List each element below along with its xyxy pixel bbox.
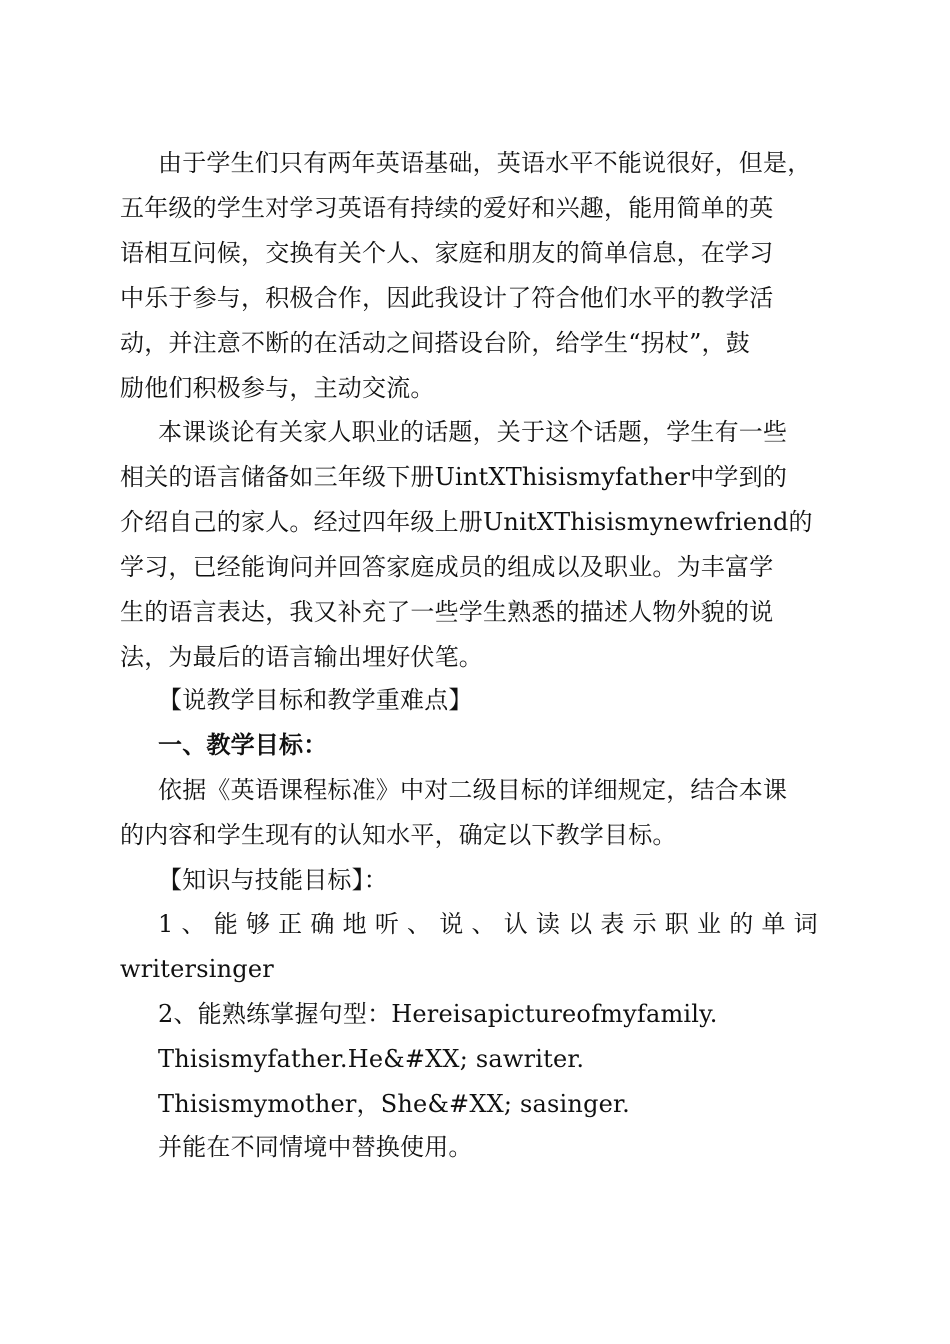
goal-item-1-continuation: writersinger bbox=[120, 955, 274, 983]
paragraph-3-line-1: 依据《英语课程标准》中对二级目标的详细规定，结合本课 bbox=[158, 776, 788, 804]
goal-item-1-char: 单 bbox=[761, 910, 786, 938]
paragraph-2-line-6: 法，为最后的语言输出埋好伏笔。 bbox=[120, 643, 483, 671]
goal-item-1-char: 地 bbox=[342, 910, 367, 938]
section-heading: 【说教学目标和教学重难点】 bbox=[158, 686, 473, 714]
paragraph-1-line-5: 动，并注意不断的在活动之间搭设台阶，给学生“拐杖”，鼓 bbox=[120, 329, 750, 357]
goal-item-1-char: 听 bbox=[374, 910, 400, 938]
paragraph-1-line-3: 语相互问候，交换有关个人、家庭和朋友的简单信息，在学习 bbox=[120, 239, 774, 267]
goal-item-1-char: 正 bbox=[278, 910, 303, 938]
goal-item-1-char: 业 bbox=[697, 910, 722, 938]
paragraph-2-line-1: 本课谈论有关家人职业的话题，关于这个话题，学生有一些 bbox=[158, 418, 788, 446]
paragraph-2-line-4: 学习，已经能询问并回答家庭成员的组成以及职业。为丰富学 bbox=[120, 553, 774, 581]
goal-item-1-char: 够 bbox=[245, 910, 271, 938]
paragraph-1-line-2: 五年级的学生对学习英语有持续的爱好和兴趣，能用简单的英 bbox=[120, 194, 774, 222]
paragraph-3-line-2: 的内容和学生现有的认知水平，确定以下教学目标。 bbox=[120, 821, 677, 849]
goal-item-1-char: 、 bbox=[471, 910, 496, 938]
goal-item-2: 2、能熟练掌握句型：Hereisapictureofmyfamily. bbox=[158, 1000, 718, 1028]
goal-item-1-char: 职 bbox=[664, 910, 689, 938]
knowledge-skills-heading: 【知识与技能目标】： bbox=[158, 866, 388, 894]
paragraph-2-line-3: 介绍自己的家人。经过四年级上册UnitXThisismynewfriend的 bbox=[120, 508, 813, 536]
example-sentence-1: Thisismyfather.He&#XX; sawriter. bbox=[158, 1045, 585, 1073]
paragraph-1-line-6: 励他们积极参与，主动交流。 bbox=[120, 374, 435, 402]
goal-item-1-char: 、 bbox=[181, 910, 206, 938]
paragraph-2-line-2: 相关的语言储备如三年级下册UintXThisismyfather中学到的 bbox=[120, 463, 788, 491]
goal-item-1-char: 、 bbox=[407, 910, 432, 938]
goal-item-1-char: 示 bbox=[632, 910, 657, 938]
closing-line: 并能在不同情境中替换使用。 bbox=[158, 1133, 473, 1161]
goal-item-1-char: 读 bbox=[535, 910, 561, 938]
teaching-goals-heading: 一、教学目标： bbox=[158, 731, 328, 759]
paragraph-1-line-1: 由于学生们只有两年英语基础，英语水平不能说很好，但是， bbox=[158, 149, 812, 177]
goal-item-1 bbox=[158, 908, 818, 940]
goal-item-1-char: 说 bbox=[439, 910, 464, 938]
goal-item-1-char: 表 bbox=[600, 910, 625, 938]
goal-item-1-char: 确 bbox=[310, 910, 335, 938]
paragraph-2-line-5: 生的语言表达，我又补充了一些学生熟悉的描述人物外貌的说 bbox=[120, 598, 774, 626]
goal-item-1-char: 认 bbox=[503, 910, 528, 938]
paragraph-1-line-4: 中乐于参与，积极合作，因此我设计了符合他们水平的教学活 bbox=[120, 284, 774, 312]
goal-item-1-char: 的 bbox=[729, 910, 754, 938]
goal-item-1-char: 以 bbox=[568, 910, 593, 938]
goal-item-1-char: 1 bbox=[158, 910, 174, 938]
example-sentence-2: Thisismymother，She&#XX; sasinger. bbox=[158, 1090, 630, 1118]
goal-item-1-char: 能 bbox=[213, 910, 238, 938]
goal-item-1-char: 词 bbox=[793, 910, 818, 938]
